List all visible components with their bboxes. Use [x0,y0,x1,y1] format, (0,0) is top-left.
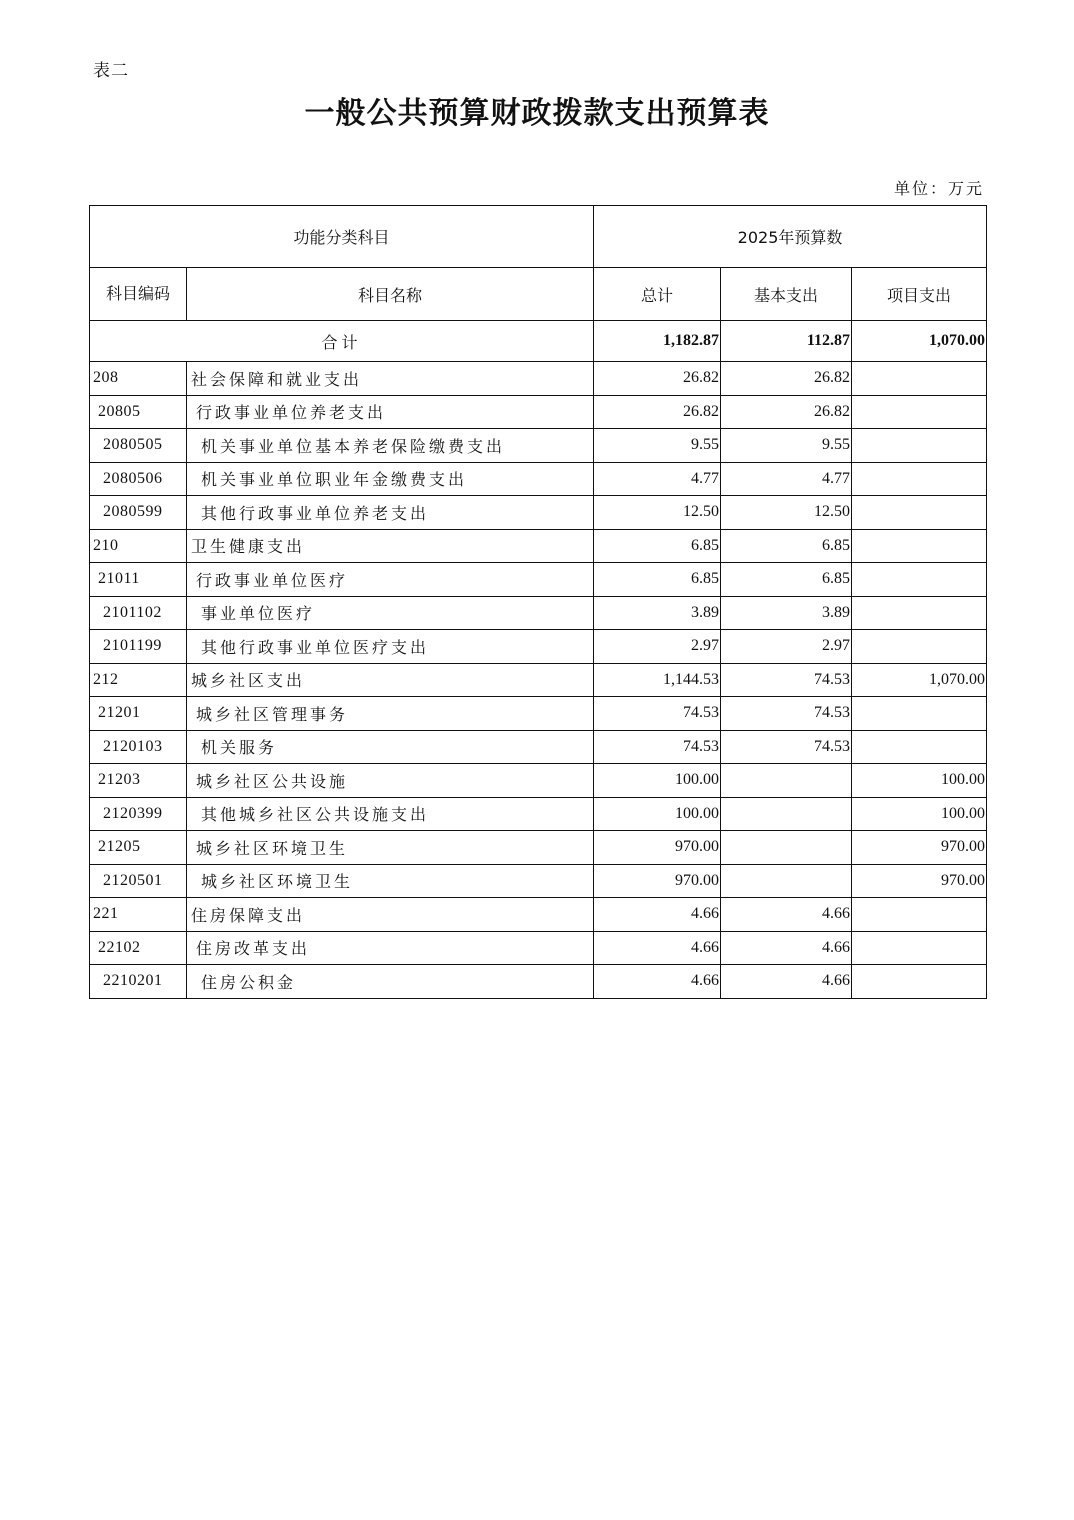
row-basic: 4.66 [721,898,852,932]
row-total: 4.66 [594,965,721,999]
row-project [852,429,987,463]
table-row [90,362,987,396]
row-name: 城乡社区环境卫生 [187,864,594,898]
row-total: 26.82 [594,362,721,396]
row-name: 其他行政事业单位医疗支出 [187,630,594,664]
row-project [852,697,987,731]
row-code: 210 [90,529,187,563]
table-row [90,395,987,429]
row-code: 20805 [90,395,187,429]
row-basic: 4.66 [721,931,852,965]
row-project [852,362,987,396]
row-project [852,563,987,597]
row-code: 2120501 [90,864,187,898]
row-total: 3.89 [594,596,721,630]
row-basic: 74.53 [721,730,852,764]
row-basic: 26.82 [721,362,852,396]
table-row [90,462,987,496]
row-total: 74.53 [594,697,721,731]
table-row [90,529,987,563]
row-total: 100.00 [594,797,721,831]
sum-project: 1,070.00 [852,321,987,362]
row-code: 21011 [90,563,187,597]
row-name: 卫生健康支出 [187,529,594,563]
row-code: 21203 [90,764,187,798]
row-total: 6.85 [594,563,721,597]
row-total: 26.82 [594,395,721,429]
row-code: 2120103 [90,730,187,764]
name-column-header: 科目名称 [187,268,594,321]
table-row [90,730,987,764]
row-code: 208 [90,362,187,396]
row-project [852,462,987,496]
row-name: 行政事业单位养老支出 [187,395,594,429]
row-basic [721,864,852,898]
row-total: 2.97 [594,630,721,664]
sum-total: 1,182.87 [594,321,721,362]
row-code: 2080599 [90,496,187,530]
row-project [852,898,987,932]
sum-row [90,321,987,362]
table-row [90,663,987,697]
row-total: 970.00 [594,864,721,898]
row-project: 970.00 [852,831,987,865]
row-basic: 12.50 [721,496,852,530]
row-name: 城乡社区管理事务 [187,697,594,731]
project-column-header: 项目支出 [852,268,987,321]
row-total: 6.85 [594,529,721,563]
row-code: 221 [90,898,187,932]
row-name: 住房改革支出 [187,931,594,965]
table-row [90,831,987,865]
row-name: 其他城乡社区公共设施支出 [187,797,594,831]
row-basic: 9.55 [721,429,852,463]
row-project: 100.00 [852,797,987,831]
table-row [90,496,987,530]
row-project [852,529,987,563]
row-name: 机关事业单位基本养老保险缴费支出 [187,429,594,463]
row-code: 2101199 [90,630,187,664]
budget-year-header: 2025年预算数 [594,206,987,268]
row-project [852,596,987,630]
row-name: 其他行政事业单位养老支出 [187,496,594,530]
table-row [90,864,987,898]
row-total: 12.50 [594,496,721,530]
row-code: 22102 [90,931,187,965]
row-code: 21201 [90,697,187,731]
row-project [852,395,987,429]
row-code: 2210201 [90,965,187,999]
row-basic: 6.85 [721,563,852,597]
row-basic: 2.97 [721,630,852,664]
row-name: 机关事业单位职业年金缴费支出 [187,462,594,496]
row-name: 住房公积金 [187,965,594,999]
row-basic [721,797,852,831]
row-total: 4.66 [594,898,721,932]
sum-label: 合计 [90,321,594,362]
row-name: 城乡社区公共设施 [187,764,594,798]
row-project [852,630,987,664]
table-row [90,596,987,630]
row-name: 城乡社区环境卫生 [187,831,594,865]
table-row [90,630,987,664]
row-code: 212 [90,663,187,697]
row-name: 行政事业单位医疗 [187,563,594,597]
row-basic: 6.85 [721,529,852,563]
row-basic [721,831,852,865]
table-row [90,563,987,597]
row-code: 21205 [90,831,187,865]
row-code: 2120399 [90,797,187,831]
row-total: 9.55 [594,429,721,463]
row-total: 970.00 [594,831,721,865]
budget-table [89,205,987,999]
row-total: 4.77 [594,462,721,496]
unit-label: 单位：万元 [893,179,984,198]
functional-category-header: 功能分类科目 [90,206,594,268]
total-column-header: 总计 [594,268,721,321]
row-code: 2080505 [90,429,187,463]
row-code: 2101102 [90,596,187,630]
row-name: 住房保障支出 [187,898,594,932]
row-project [852,496,987,530]
row-total: 4.66 [594,931,721,965]
page-title: 一般公共预算财政拨款支出预算表 [304,96,770,131]
row-code: 2080506 [90,462,187,496]
table-number-label: 表二 [93,61,129,81]
header-row-2 [90,268,987,321]
header-row-1 [90,206,987,268]
row-project [852,965,987,999]
table-row [90,429,987,463]
table-row [90,931,987,965]
table-row [90,797,987,831]
table-row [90,764,987,798]
basic-column-header: 基本支出 [721,268,852,321]
row-basic: 4.66 [721,965,852,999]
row-project: 1,070.00 [852,663,987,697]
row-total: 74.53 [594,730,721,764]
row-basic: 3.89 [721,596,852,630]
row-name: 社会保障和就业支出 [187,362,594,396]
row-basic: 74.53 [721,697,852,731]
row-total: 1,144.53 [594,663,721,697]
row-project [852,730,987,764]
row-basic: 74.53 [721,663,852,697]
row-basic: 4.77 [721,462,852,496]
row-basic: 26.82 [721,395,852,429]
row-project [852,931,987,965]
row-total: 100.00 [594,764,721,798]
row-basic [721,764,852,798]
table-row [90,697,987,731]
row-name: 事业单位医疗 [187,596,594,630]
row-project: 100.00 [852,764,987,798]
code-column-header: 科目编码 [90,268,187,321]
table-row [90,965,987,999]
table-row [90,898,987,932]
row-name: 城乡社区支出 [187,663,594,697]
sum-basic: 112.87 [721,321,852,362]
row-name: 机关服务 [187,730,594,764]
row-project: 970.00 [852,864,987,898]
budget-table-body [90,206,987,999]
